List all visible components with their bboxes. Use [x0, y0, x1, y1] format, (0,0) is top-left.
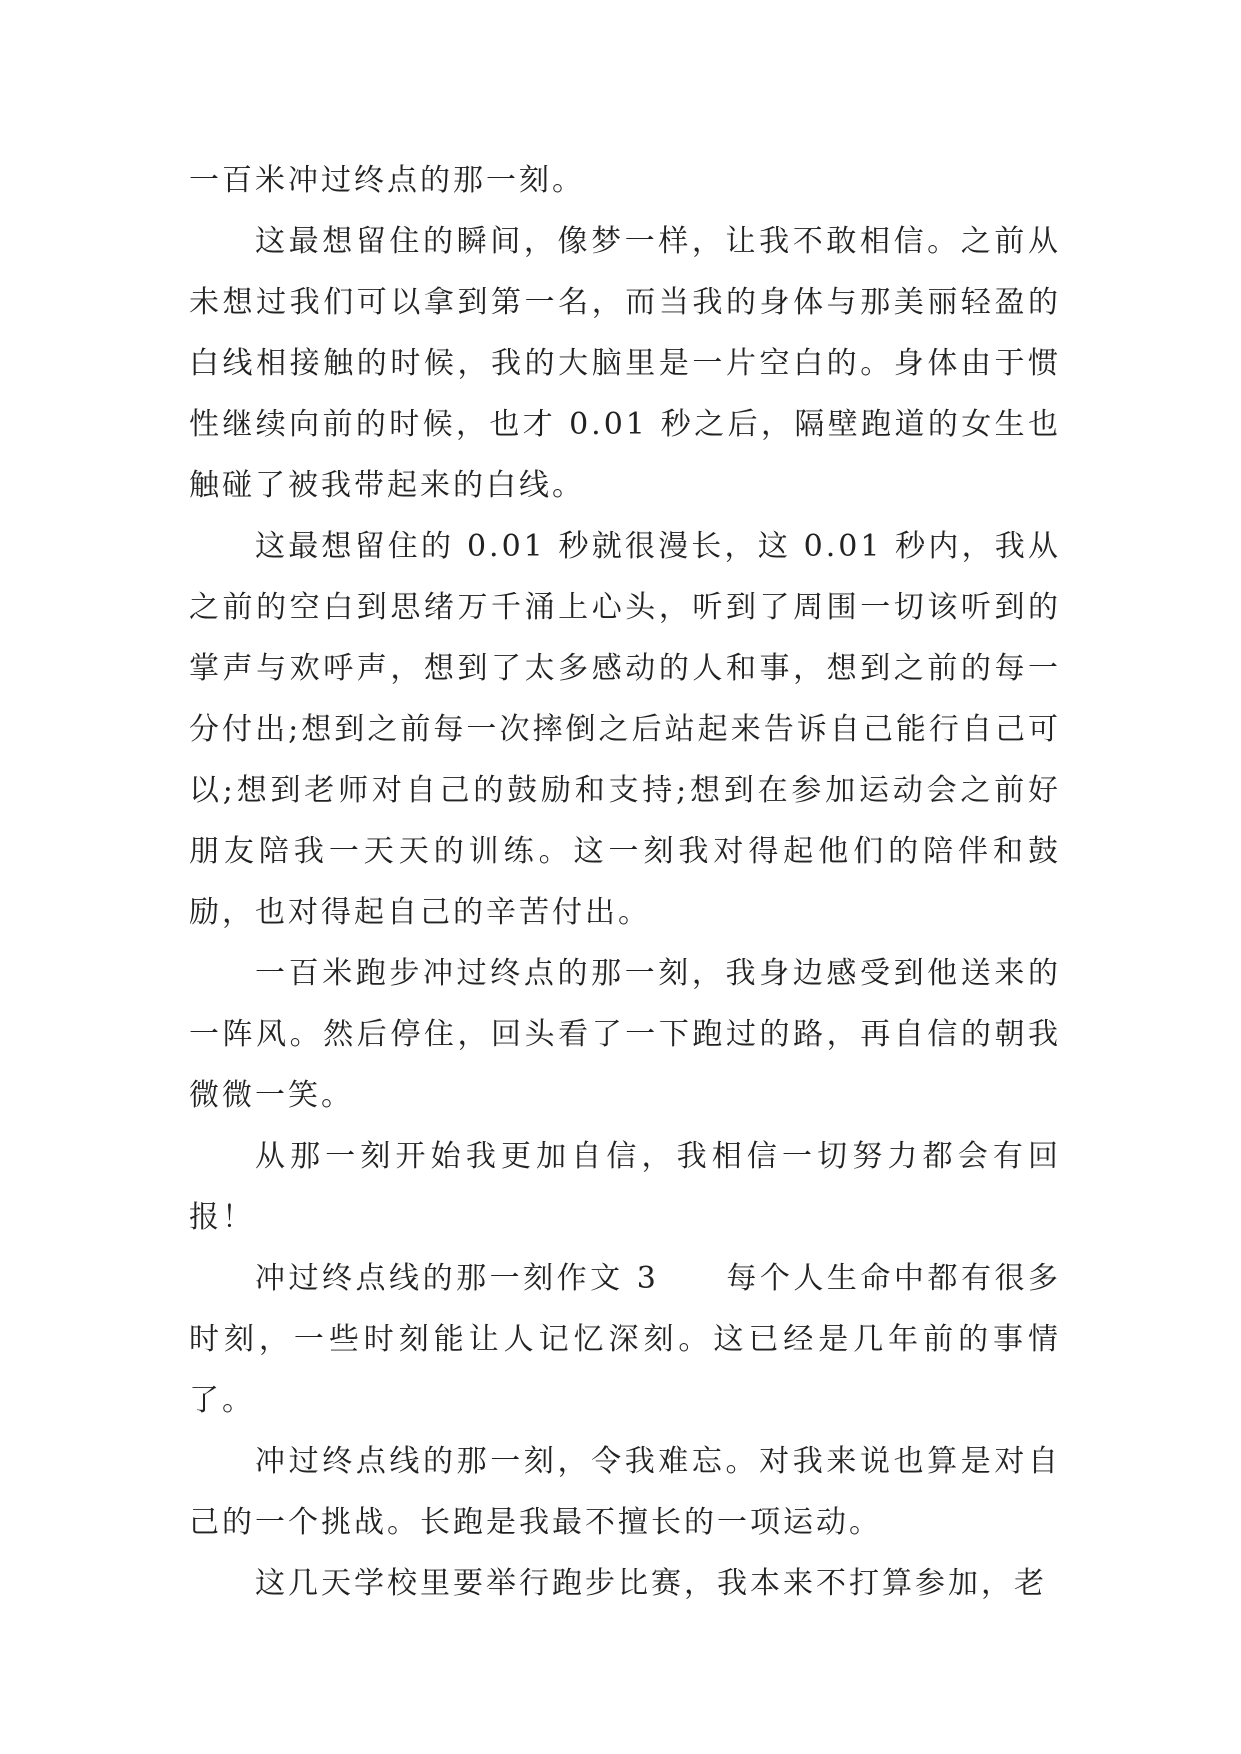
paragraph-2: 这最想留住的瞬间，像梦一样，让我不敢相信。之前从未想过我们可以拿到第一名，而当我的身体与那美丽轻盈的白线相接触的时候，我的大脑里是一片空白的。身体由于惯性继续向前的时候，也才 0.01 秒之后，隔壁跑道的女生也触碰了被我带起来的白线。 [189, 224, 1061, 503]
paragraph-1: 一百米冲过终点的那一刻。 [189, 163, 585, 198]
document-body [189, 150, 1061, 1614]
paragraph-6: 冲过终点线的那一刻作文 3 每个人生命中都有很多时刻，一些时刻能让人记忆深刻。这已经是几年前的事情了。 [189, 1261, 1061, 1418]
paragraph-3: 这最想留住的 0.01 秒就很漫长，这 0.01 秒内，我从之前的空白到思绪万千涌上心头，听到了周围一切该听到的掌声与欢呼声，想到了太多感动的人和事，想到之前的每一分付出;想到之前每一次摔倒之后站起来告诉自己能行自己可以;想到老师对自己的鼓励和支持;想到在参加运动会之前好朋友陪我一天天的训练。这一刻我对得起他们的陪伴和鼓励，也对得起自己的辛苦付出。 [189, 529, 1061, 930]
paragraph-5: 从那一刻开始我更加自信，我相信一切努力都会有回报！ [189, 1139, 1061, 1235]
paragraph-4: 一百米跑步冲过终点的那一刻，我身边感受到他送来的一阵风。然后停住，回头看了一下跑过的路，再自信的朝我微微一笑。 [189, 956, 1061, 1113]
paragraph-7: 冲过终点线的那一刻，令我难忘。对我来说也算是对自己的一个挑战。长跑是我最不擅长的一项运动。 [189, 1444, 1061, 1540]
paragraph-8: 这几天学校里要举行跑步比赛，我本来不打算参加，老 [255, 1566, 1047, 1601]
